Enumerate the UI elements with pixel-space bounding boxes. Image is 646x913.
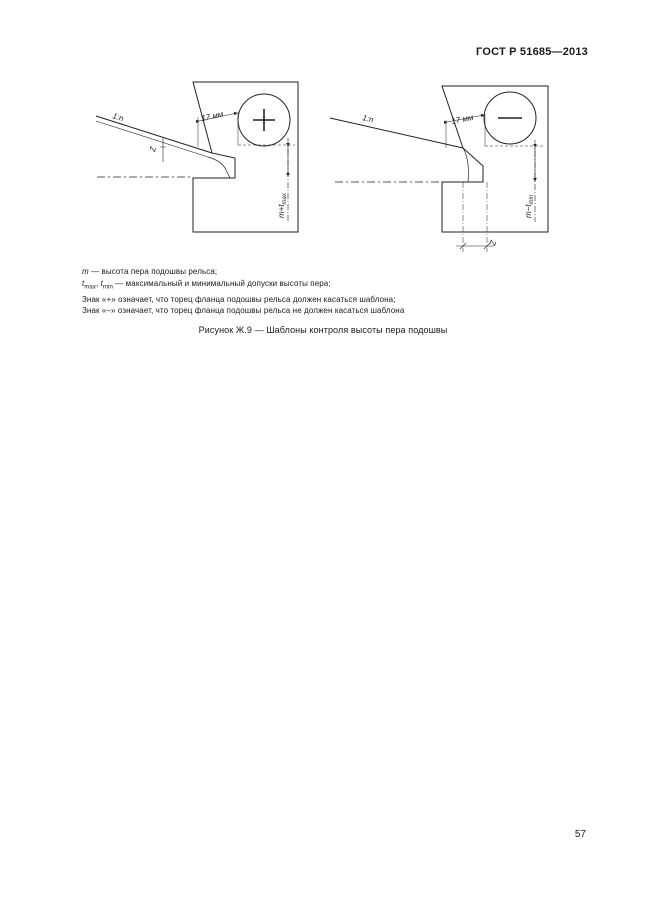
template-plus [96, 82, 298, 232]
figure-caption: Рисунок Ж.9 — Шаблоны контроля высоты пера подошвы [198, 325, 448, 335]
note-line-2: $t_{max}$, $t_{min}$ — максимальный и минимальный допуски высоты пера; [82, 278, 331, 291]
note-line-4: Знак «–» означает, что торец фланца подошвы рельса не должен касаться шаблона [82, 306, 405, 316]
plus-height-label: $m+t_{max}$ [277, 193, 288, 218]
plus-dim-width-label: 17 мм [200, 109, 225, 123]
minus-dim-width-label: 17 мм [450, 112, 475, 126]
document-header: ГОСТ Р 51685—2013 [476, 46, 588, 58]
minus-height-label: $m-t_{min}$ [524, 194, 535, 218]
figure-notes [82, 266, 404, 317]
minus-slope-line [330, 118, 463, 148]
plus-slope-label: 1:n [111, 111, 125, 124]
minus-z-label: Z [488, 239, 499, 247]
note-line-1: m — высота пера подошвы рельса; [82, 267, 218, 276]
note-line-3: Знак «+» означает, что торец фланца подошвы рельса должен касаться шаблона; [82, 294, 396, 304]
minus-slope-label: 1:n [361, 113, 375, 125]
plus-z-label: Z [148, 145, 158, 153]
page-number: 57 [574, 829, 586, 840]
template-minus [330, 86, 548, 252]
